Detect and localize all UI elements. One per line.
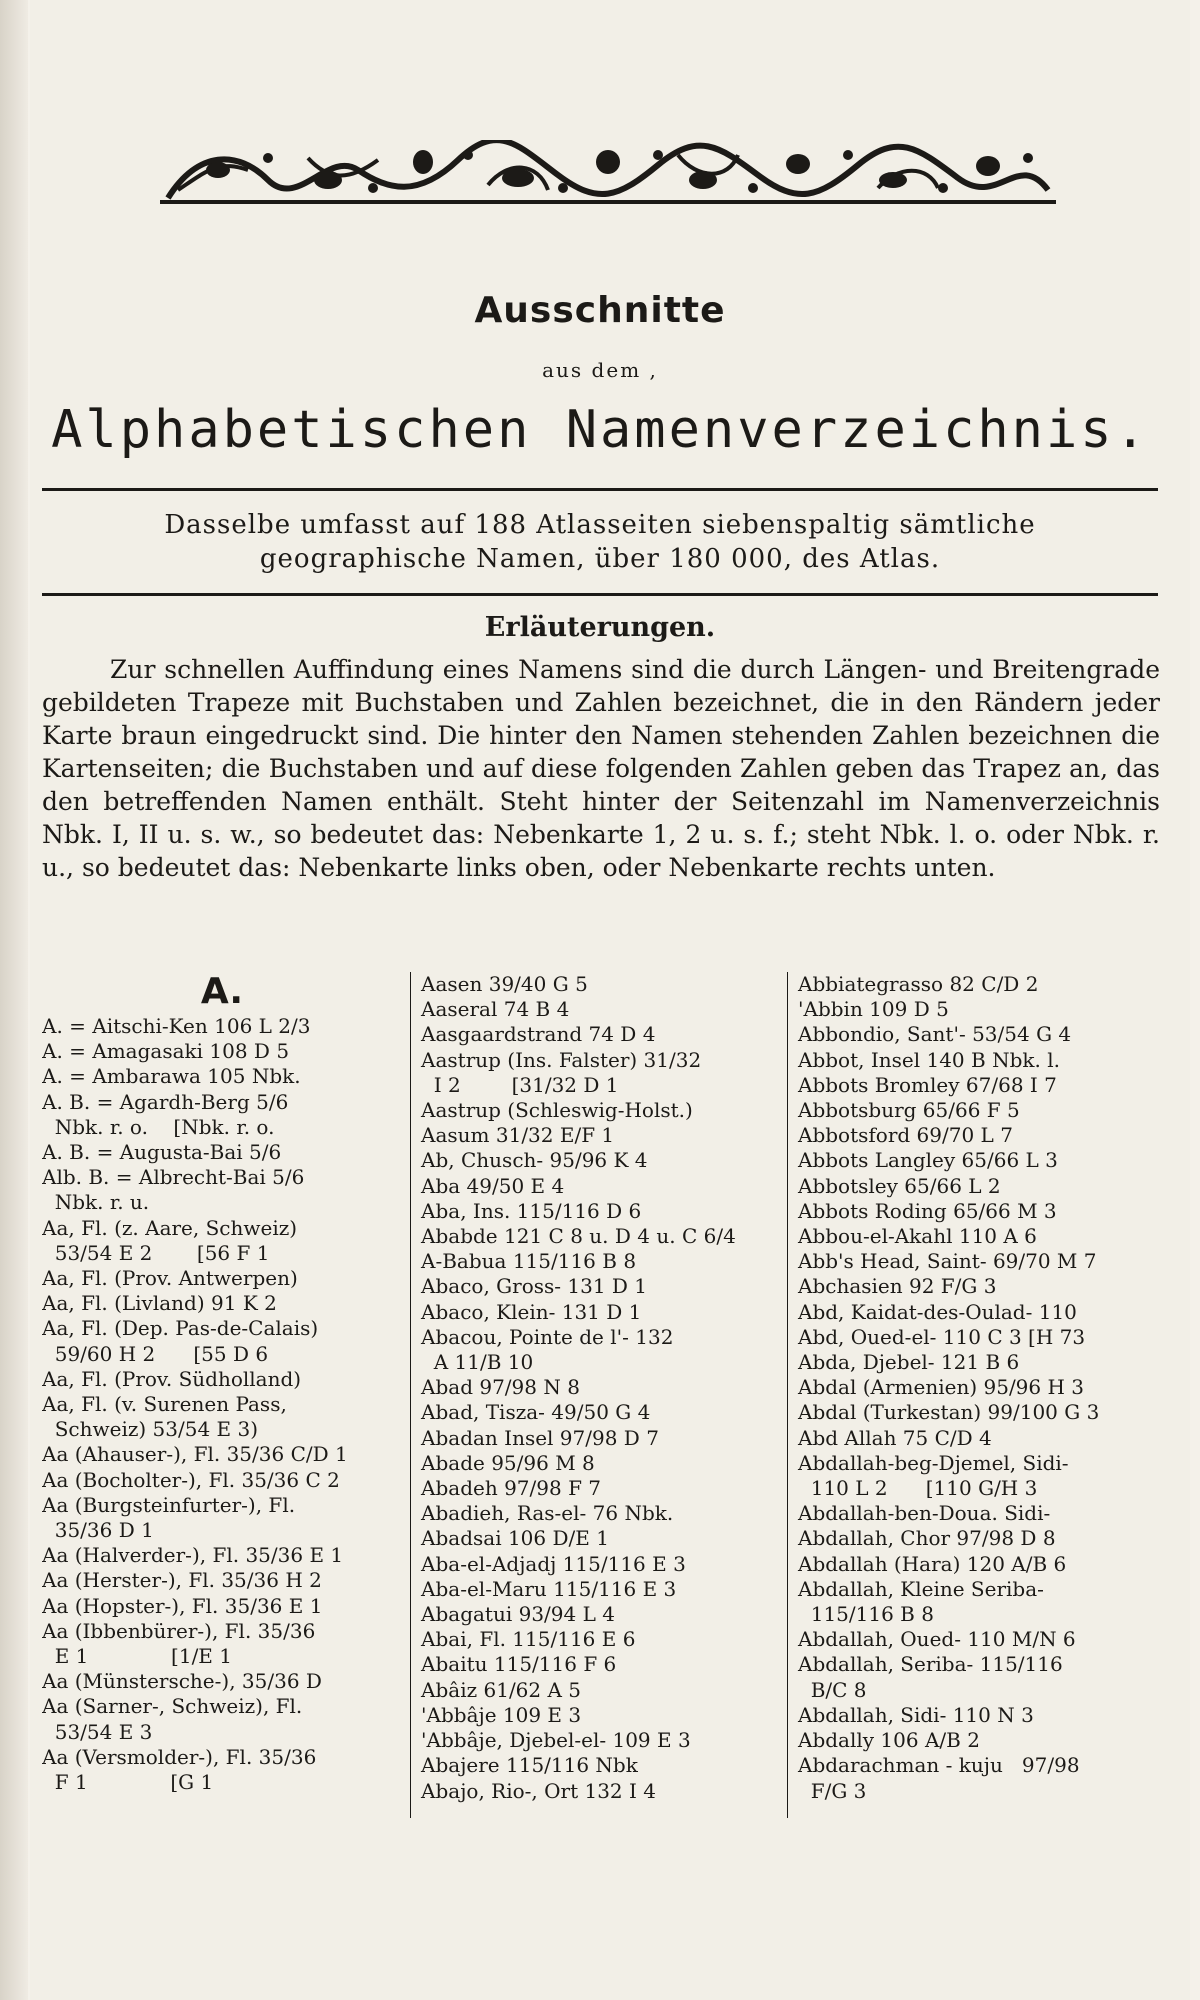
index-entry: Abbou-el-Akahl 110 A 6	[798, 1224, 1037, 1249]
index-entry: Abdallah-beg-Djemel, Sidi-	[798, 1450, 1069, 1475]
index-entry: Abadieh, Ras-el- 76 Nbk.	[421, 1501, 674, 1526]
index-entry: A. = Aitschi-Ken 106 L 2/3	[42, 1014, 311, 1038]
index-entry: Abâiz 61/62 A 5	[421, 1677, 582, 1702]
index-entry: Aa (Versmolder-), Fl. 35/36	[42, 1744, 317, 1769]
index-entry: Alb. B. = Albrecht-Bai 5/6	[42, 1165, 305, 1190]
index-entry: Abbots Bromley 67/68 I 7	[798, 1072, 1057, 1097]
index-entry: Abdallah, Sidi- 110 N 3	[798, 1702, 1034, 1727]
index-entry: Aa (Ibbenbürer-), Fl. 35/36	[42, 1618, 316, 1643]
title-connector: aus dem ,	[542, 358, 658, 382]
index-entry: Aasum 31/32 E/F 1	[421, 1123, 615, 1148]
index-entry: 35/36 D 1	[42, 1518, 154, 1543]
index-entry: A 11/B 10	[421, 1350, 534, 1375]
description	[60, 508, 1140, 576]
index-entry: Abbotsley 65/66 L 2	[798, 1173, 1001, 1198]
index-entry: Abbotsburg 65/66 F 5	[798, 1098, 1020, 1123]
index-entry: Aa (Ahauser-), Fl. 35/36 C/D 1	[42, 1442, 348, 1467]
divider-top	[42, 488, 1158, 491]
index-entry: Aa, Fl. (Livland) 91 K 2	[42, 1291, 277, 1316]
index-entry: Aa (Halverder-), Fl. 35/36 E 1	[42, 1543, 344, 1568]
index-letter: A.	[200, 972, 244, 1012]
index-entry: Ababde 121 C 8 u. D 4 u. C 6/4	[421, 1224, 736, 1249]
index-entry: Schweiz) 53/54 E 3)	[42, 1417, 259, 1442]
index-entry: 'Abbâje 109 E 3	[421, 1702, 582, 1727]
index-entry: Nbk. r. o. [Nbk. r. o.	[42, 1114, 275, 1139]
index-entry: Abadsai 106 D/E 1	[421, 1526, 609, 1551]
index-column-2	[410, 972, 787, 1818]
index-entry: Aba-el-Adjadj 115/116 E 3	[421, 1551, 686, 1576]
index-entry: Abdallah, Seriba- 115/116	[798, 1652, 1063, 1677]
index-entry: Abbiategrasso 82 C/D 2	[798, 972, 1039, 996]
index-entry: Abdallah, Chor 97/98 D 8	[798, 1526, 1056, 1551]
index-entry: 115/116 B 8	[798, 1602, 934, 1627]
index-entry: Abaco, Gross- 131 D 1	[421, 1274, 648, 1299]
index-entry: Abaco, Klein- 131 D 1	[421, 1299, 642, 1324]
index-entry: 59/60 H 2 [55 D 6	[42, 1341, 269, 1366]
index-entry: Abdarachman - kuju 97/98	[798, 1753, 1080, 1778]
index-entry: 53/54 E 2 [56 F 1	[42, 1240, 270, 1265]
index-entry: Abad, Tisza- 49/50 G 4	[421, 1400, 651, 1425]
index-entry: Aasgaardstrand 74 D 4	[421, 1022, 656, 1047]
index-entry: Aa (Burgsteinfurter-), Fl.	[42, 1492, 296, 1517]
index-entry: F/G 3	[798, 1778, 867, 1803]
index-entry: F 1 [G 1	[42, 1770, 214, 1795]
description-line-1: Dasselbe umfasst auf 188 Atlasseiten siebenspaltig sämtliche	[164, 510, 1036, 540]
index-entry: Aa, Fl. (z. Aare, Schweiz)	[42, 1215, 298, 1240]
section-heading: Erläuterungen.	[484, 612, 716, 643]
index-entry: Abajo, Rio-, Ort 132 I 4	[421, 1778, 656, 1803]
index-entry: Aaseral 74 B 4	[421, 997, 570, 1022]
ornamental-border-icon	[158, 140, 1058, 206]
index-entry: A-Babua 115/116 B 8	[421, 1249, 637, 1274]
index-entry: Abdallah-ben-Doua. Sidi-	[798, 1501, 1051, 1526]
index-entry: 53/54 E 3	[42, 1719, 153, 1744]
index-entry: Aba 49/50 E 4	[421, 1173, 565, 1198]
index-entry: Aa, Fl. (Prov. Antwerpen)	[42, 1266, 298, 1291]
description-line-2: geographische Namen, über 180 000, des Atlas.	[259, 544, 941, 574]
index-entry: Aasen 39/40 G 5	[421, 972, 588, 996]
index-entry: Abd Allah 75 C/D 4	[798, 1425, 992, 1450]
name-index	[42, 972, 1160, 1818]
index-entry: Aa, Fl. (Dep. Pas-de-Calais)	[42, 1316, 319, 1341]
index-entry: A. = Ambarawa 105 Nbk.	[42, 1064, 301, 1089]
index-entry: 'Abbâje, Djebel-el- 109 E 3	[421, 1728, 691, 1753]
index-entry: Abbots Roding 65/66 M 3	[798, 1198, 1057, 1223]
index-entry: Abadan Insel 97/98 D 7	[421, 1425, 659, 1450]
index-entry: Abchasien 92 F/G 3	[798, 1274, 997, 1299]
index-entry: Abdally 106 A/B 2	[798, 1728, 980, 1753]
index-entry: E 1 [1/E 1	[42, 1644, 232, 1669]
index-entry: Aa (Herster-), Fl. 35/36 H 2	[42, 1568, 322, 1593]
index-entry: Abd, Kaidat-des-Oulad- 110	[798, 1299, 1077, 1324]
index-entry: 110 L 2 [110 G/H 3	[798, 1476, 1038, 1501]
index-entry: Abaitu 115/116 F 6	[421, 1652, 617, 1677]
index-entry: Aa (Hopster-), Fl. 35/36 E 1	[42, 1593, 323, 1618]
index-entry: Abb's Head, Saint- 69/70 M 7	[798, 1249, 1097, 1274]
index-entry: Aa (Bocholter-), Fl. 35/36 C 2	[42, 1467, 340, 1492]
divider-bottom	[42, 593, 1158, 596]
index-entry: Aastrup (Ins. Falster) 31/32	[421, 1047, 702, 1072]
index-entry: Aba-el-Maru 115/116 E 3	[421, 1576, 677, 1601]
index-entry: Abdallah, Oued- 110 M/N 6	[798, 1627, 1076, 1652]
index-entry: Aba, Ins. 115/116 D 6	[421, 1198, 642, 1223]
index-entry: Abagatui 93/94 L 4	[421, 1602, 615, 1627]
index-entry: Abd, Oued-el- 110 C 3 [H 73	[798, 1324, 1086, 1349]
index-entry: I 2 [31/32 D 1	[421, 1072, 619, 1097]
index-entry: Abbotsford 69/70 L 7	[798, 1123, 1013, 1148]
index-entry: Abajere 115/116 Nbk	[421, 1753, 638, 1778]
index-entry: Ab, Chusch- 95/96 K 4	[421, 1148, 648, 1173]
index-entry: Abbots Langley 65/66 L 3	[798, 1148, 1058, 1173]
index-entry: Abdallah (Hara) 120 A/B 6	[798, 1551, 1067, 1576]
index-entry: Abadeh 97/98 F 7	[421, 1476, 602, 1501]
index-entry: Abacou, Pointe de l'- 132	[421, 1324, 674, 1349]
index-entry: Aa, Fl. (v. Surenen Pass,	[42, 1392, 287, 1417]
index-entry: Abda, Djebel- 121 B 6	[798, 1350, 1020, 1375]
index-column-1	[42, 972, 410, 1818]
index-entry: Abade 95/96 M 8	[421, 1450, 595, 1475]
index-entry: A. = Amagasaki 108 D 5	[42, 1039, 290, 1064]
page-title: Ausschnitte	[474, 290, 726, 331]
explanation-paragraph: Zur schnellen Auffindung eines Namens sind die durch Längen- und Breitengrade gebildeten Trapeze mit Buchstaben und Zahlen bezeichnet, die in den Rändern jeder Karte braun eingedruckt sind. Die hinter den Namen stehenden Zahlen bezeichnen die Kartenseiten; die Buchstaben und auf diese folgenden Zahlen geben das Trapez an, das den betreffenden Namen enthält. Steht hinter der Seitenzahl im Namenverzeichnis Nbk. I, II u. s. w., so bedeutet das: Nebenkarte 1, 2 u. s. f.; steht Nbk. l. o. oder Nbk. r. u., so bedeutet das: Nebenkarte links oben, oder Nebenkarte rechts unten.	[42, 655, 1160, 882]
index-entry: B/C 8	[798, 1677, 867, 1702]
index-column-3	[787, 972, 1160, 1818]
index-entry: Aastrup (Schleswig-Holst.)	[421, 1098, 693, 1123]
index-entry: A. B. = Agardh-Berg 5/6	[42, 1089, 289, 1114]
index-entry: Abad 97/98 N 8	[421, 1375, 580, 1400]
index-entry: Abdal (Armenien) 95/96 H 3	[798, 1375, 1085, 1400]
main-title: Alphabetischen Namenverzeichnis.	[51, 400, 1149, 460]
index-entry: 'Abbin 109 D 5	[798, 997, 949, 1022]
index-entry: Nbk. r. u.	[42, 1190, 150, 1215]
index-entry: Abdallah, Kleine Seriba-	[798, 1576, 1044, 1601]
index-entry: Aa (Sarner-, Schweiz), Fl.	[42, 1694, 303, 1719]
index-entry: A. B. = Augusta-Bai 5/6	[42, 1140, 282, 1165]
index-entry: Aa, Fl. (Prov. Südholland)	[42, 1366, 302, 1391]
index-entry: Abai, Fl. 115/116 E 6	[421, 1627, 636, 1652]
index-entry: Abbot, Insel 140 B Nbk. l.	[798, 1047, 1060, 1072]
index-entry: Abbondio, Sant'- 53/54 G 4	[798, 1022, 1072, 1047]
index-entry: Abdal (Turkestan) 99/100 G 3	[798, 1400, 1100, 1425]
index-entry: Aa (Münstersche-), 35/36 D	[42, 1669, 322, 1694]
